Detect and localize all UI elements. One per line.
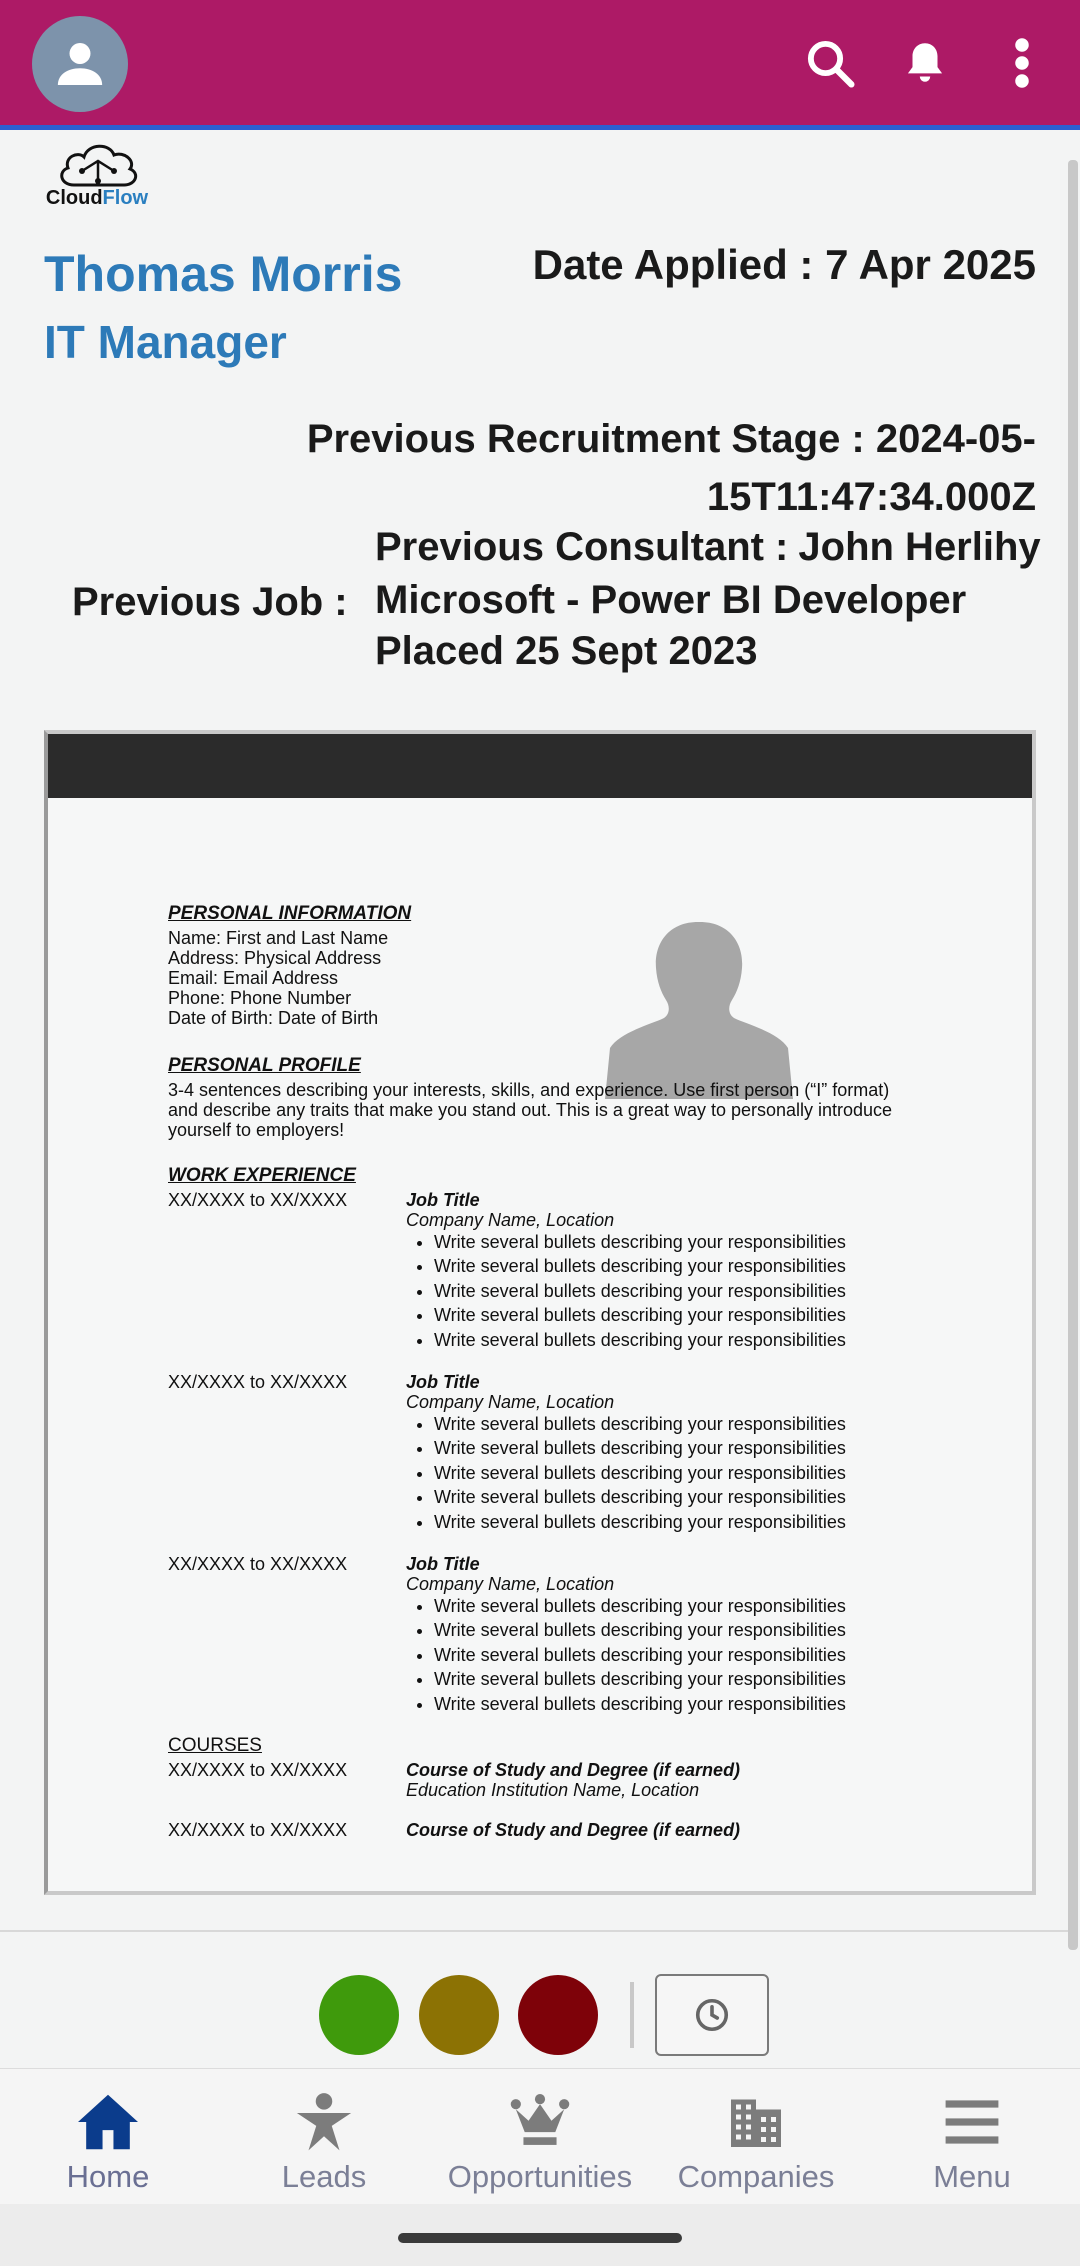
action-separator xyxy=(630,1982,634,2048)
prev-job-line1: Microsoft - Power BI Developer xyxy=(375,578,967,622)
nav-menu-label: Menu xyxy=(933,2159,1011,2194)
notifications-button[interactable] xyxy=(895,30,955,96)
nav-home-label: Home xyxy=(66,2159,150,2194)
course-institution: Education Institution Name, Location xyxy=(406,1780,700,1801)
nav-opportunities-label: Opportunities xyxy=(447,2159,633,2194)
building-icon xyxy=(725,2092,787,2152)
status-red-button[interactable] xyxy=(518,1975,598,2055)
hamburger-icon xyxy=(943,2098,1001,2146)
prev-consultant-label: Previous Consultant : xyxy=(375,525,789,569)
work-bullet: • Write several bullets describing your responsibilities xyxy=(434,1279,968,1303)
course-dates: XX/XXXX to XX/XXXX xyxy=(168,1760,348,1781)
work-entry-company: Company Name, Location xyxy=(406,1392,615,1413)
work-entry-company: Company Name, Location xyxy=(406,1574,615,1595)
nav-leads[interactable] xyxy=(216,2069,432,2205)
work-bullet: • Write several bullets describing your responsibilities xyxy=(434,1412,968,1436)
crown-icon xyxy=(509,2094,571,2150)
work-entry-dates: XX/XXXX to XX/XXXX xyxy=(168,1190,348,1210)
nav-leads-label: Leads xyxy=(281,2159,367,2194)
date-applied-label: Date Applied : xyxy=(532,241,814,288)
work-bullet: • Write several bullets describing your responsibilities xyxy=(434,1594,968,1618)
more-options-button[interactable] xyxy=(992,30,1052,96)
nav-menu[interactable] xyxy=(864,2069,1080,2205)
cloudflow-logo xyxy=(42,135,152,217)
work-experience-heading: WORK EXPERIENCE xyxy=(168,1165,356,1186)
cloud-network-icon xyxy=(52,135,144,193)
star-person-icon xyxy=(293,2091,355,2153)
search-icon xyxy=(803,36,857,90)
personal-info-line: Date of Birth: Date of Birth xyxy=(168,1008,379,1028)
previous-recruitment-stage xyxy=(216,410,1036,526)
prev-job-label: Previous Job : xyxy=(72,580,348,624)
work-bullet: • Write several bullets describing your responsibilities xyxy=(434,1303,968,1327)
resume-header-bar xyxy=(48,734,1032,798)
date-applied xyxy=(533,241,1036,289)
app-bar xyxy=(0,0,1080,130)
personal-profile-heading: PERSONAL PROFILE xyxy=(168,1055,361,1076)
course-entry xyxy=(168,1820,968,1840)
status-amber-button[interactable] xyxy=(419,1975,499,2055)
work-bullet: • Write several bullets describing your responsibilities xyxy=(434,1254,968,1278)
work-entry-title: Job Title xyxy=(406,1372,480,1393)
personal-profile-text: 3-4 sentences describing your interests, skills, and experience. Use first person (“I” format) and describe any traits that make you stand out. This is a great way to personally introduce yourself to employers! xyxy=(168,1080,893,1140)
prev-job-line2: Placed 25 Sept 2023 xyxy=(375,629,758,673)
work-bullet: • Write several bullets describing your responsibilities xyxy=(434,1667,968,1691)
course-entry xyxy=(168,1760,968,1800)
work-bullet: • Write several bullets describing your responsibilities xyxy=(434,1692,968,1716)
work-bullet: • Write several bullets describing your responsibilities xyxy=(434,1643,968,1667)
work-entry-dates: XX/XXXX to XX/XXXX xyxy=(168,1554,348,1575)
profile-avatar[interactable] xyxy=(32,16,128,112)
previous-consultant xyxy=(375,525,1041,570)
resume-document xyxy=(168,904,968,1860)
clock-icon xyxy=(694,1997,730,2033)
bottom-navigation xyxy=(0,2068,1080,2204)
work-entry-company: Company Name, Location xyxy=(406,1210,615,1230)
scrollbar[interactable] xyxy=(1068,160,1078,1950)
candidate-name: Thomas Morris xyxy=(44,246,403,302)
status-green-button[interactable] xyxy=(319,1975,399,2055)
date-applied-value: 7 Apr 2025 xyxy=(825,241,1036,288)
work-entry xyxy=(168,1554,968,1716)
personal-info-line: Email: Email Address xyxy=(168,968,339,988)
work-bullet: • Write several bullets describing your responsibilities xyxy=(434,1436,968,1460)
prev-consultant-value: John Herlihy xyxy=(798,525,1041,569)
status-actions xyxy=(0,1972,1080,2056)
work-bullet: • Write several bullets describing your responsibilities xyxy=(434,1328,968,1352)
work-bullet: • Write several bullets describing your responsibilities xyxy=(434,1618,968,1642)
work-bullet: • Write several bullets describing your responsibilities xyxy=(434,1485,968,1509)
logo-word-cloud: Cloud xyxy=(45,187,103,209)
work-bullet: • Write several bullets describing your responsibilities xyxy=(434,1510,968,1534)
more-vert-icon xyxy=(1012,36,1032,90)
system-gesture-area xyxy=(0,2204,1080,2266)
history-button[interactable] xyxy=(655,1974,769,2056)
prev-stage-value: 2024-05-15T11:47:34.000Z xyxy=(706,417,1036,519)
prev-stage-label: Previous Recruitment Stage : xyxy=(306,417,865,461)
divider xyxy=(0,1930,1068,1932)
personal-info-heading: PERSONAL INFORMATION xyxy=(168,903,412,924)
home-icon xyxy=(75,2092,141,2152)
work-entry-dates: XX/XXXX to XX/XXXX xyxy=(168,1372,348,1393)
course-dates: XX/XXXX to XX/XXXX xyxy=(168,1820,348,1841)
work-entry xyxy=(168,1190,968,1352)
personal-info-line: Phone: Phone Number xyxy=(168,988,352,1008)
prev-job-value xyxy=(375,575,966,677)
course-title: Course of Study and Degree (if earned) xyxy=(406,1760,741,1781)
nav-companies-label: Companies xyxy=(677,2159,835,2194)
bell-icon xyxy=(900,36,950,90)
work-bullet: • Write several bullets describing your responsibilities xyxy=(434,1230,968,1254)
work-entry xyxy=(168,1372,968,1534)
candidate-role: IT Manager xyxy=(44,316,287,368)
search-button[interactable] xyxy=(800,30,860,96)
person-icon xyxy=(52,36,108,92)
work-bullet: • Write several bullets describing your responsibilities xyxy=(434,1461,968,1485)
course-title: Course of Study and Degree (if earned) xyxy=(406,1820,741,1841)
nav-home[interactable] xyxy=(0,2069,216,2205)
logo-word-flow: Flow xyxy=(102,187,149,209)
nav-opportunities[interactable] xyxy=(432,2069,648,2205)
candidate-detail[interactable] xyxy=(0,135,1068,1930)
personal-info-line: Address: Physical Address xyxy=(168,948,382,968)
work-entry-title: Job Title xyxy=(406,1190,480,1210)
home-gesture-bar[interactable] xyxy=(398,2233,682,2243)
work-entry-title: Job Title xyxy=(406,1554,480,1575)
personal-info-line: Name: First and Last Name xyxy=(168,928,389,948)
resume-preview[interactable] xyxy=(44,730,1036,1895)
nav-companies[interactable] xyxy=(648,2069,864,2205)
courses-heading: COURSES xyxy=(168,1735,262,1757)
